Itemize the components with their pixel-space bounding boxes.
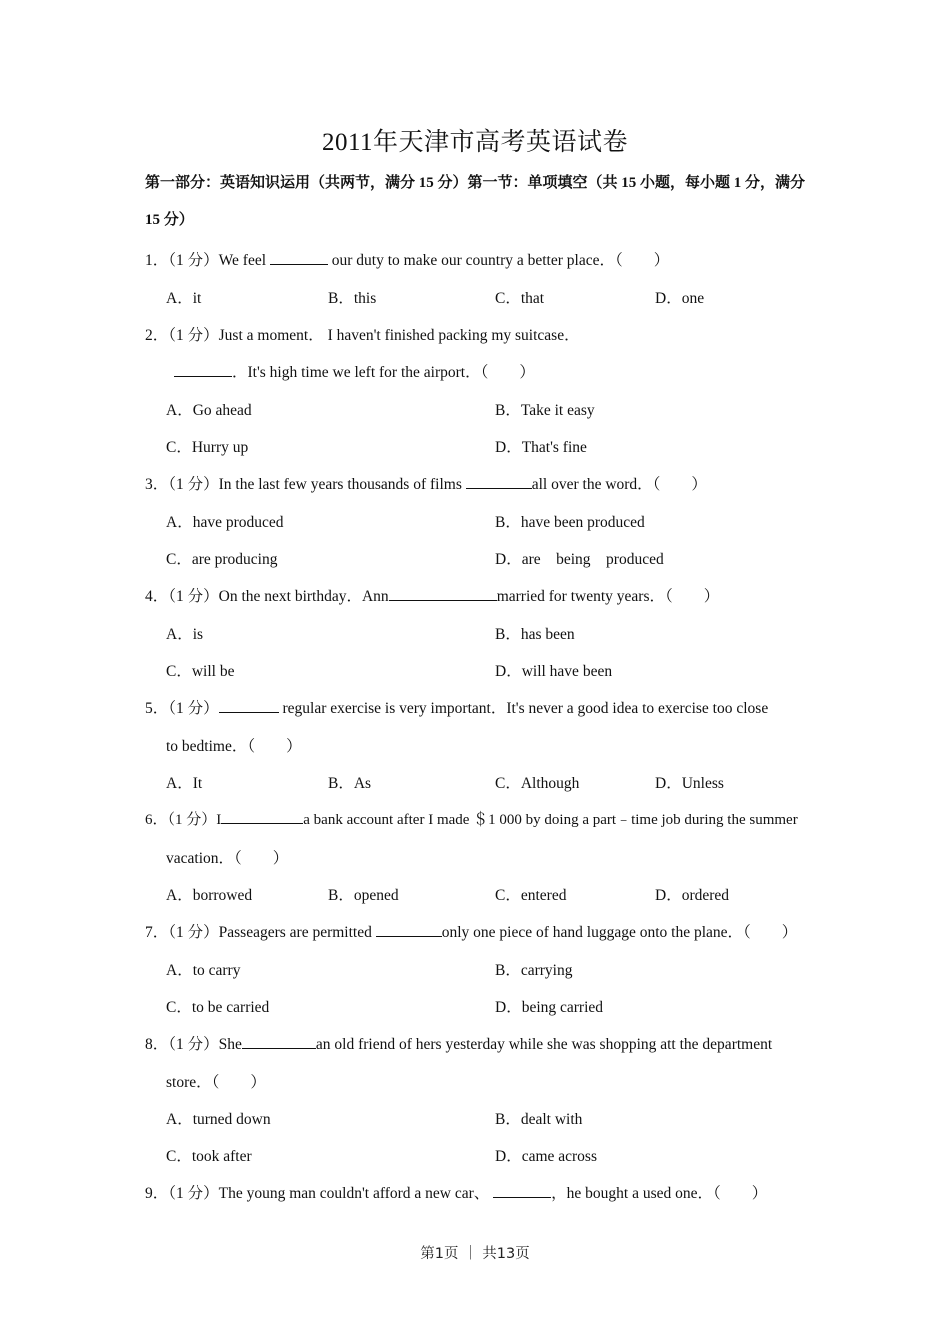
question-4: 4．（1 分）On the next birthday．Ann married for twenty years．（ ） — [145, 588, 720, 605]
option-c: C．that — [495, 290, 545, 307]
option-a: A．to carry — [166, 962, 241, 979]
option-b: B．As — [328, 775, 372, 792]
answer-blank — [493, 1183, 551, 1198]
option-c: C．are producing — [166, 551, 278, 568]
option-c: C．Hurry up — [166, 439, 249, 456]
question-7: 7．（1 分）Passeagers are permitted only one piece of hand luggage onto the plane．（ ） — [145, 924, 798, 941]
option-b: B．Take it easy — [495, 402, 595, 419]
answer-blank — [389, 586, 497, 601]
option-d: D．That's fine — [495, 439, 587, 456]
option-a: A．It — [166, 775, 203, 792]
option-c: C．to be carried — [166, 999, 270, 1016]
option-b: B．this — [328, 290, 377, 307]
option-a: A．is — [166, 626, 204, 643]
section-header: 第一部分：英语知识运用（共两节，满分 15 分）第一节：单项填空（共 15 小题，每小题 1 分，满分 15 分） — [145, 175, 806, 228]
question-5-continuation: to bedtime．（ ） — [166, 738, 302, 755]
option-b: B．dealt with — [495, 1111, 583, 1128]
question-2: 2．（1 分）Just a moment． I haven't finished packing my suitcase． — [145, 327, 580, 344]
option-a: A．have produced — [166, 514, 284, 531]
question-8-continuation: store．（ ） — [166, 1074, 266, 1091]
option-c: C．entered — [495, 887, 567, 904]
option-c: C．will be — [166, 663, 235, 680]
question-3: 3．（1 分）In the last few years thousands of films all over the word．（ ） — [145, 476, 707, 493]
option-d: D．are being produced — [495, 551, 664, 568]
page-title: 2011年天津市高考英语试卷 — [321, 129, 629, 156]
option-c: C．took after — [166, 1148, 252, 1165]
option-b: B．has been — [495, 626, 575, 643]
question-8: 8．（1 分）She an old friend of hers yesterday while she was shopping att the department — [145, 1036, 773, 1053]
option-c: C．Although — [495, 775, 580, 792]
option-d: D．Unless — [655, 775, 724, 792]
page-footer: 第1页 ｜ 共13页 — [420, 1246, 530, 1262]
option-a: A．Go ahead — [166, 402, 252, 419]
question-6: 6．（1 分）I a bank account after I made ＄1 000 by doing a part﹣time job during the summer — [145, 808, 798, 829]
option-d: D．one — [655, 290, 705, 307]
question-1: 1．（1 分）We feel our duty to make our country a better place．（ ） — [145, 252, 670, 269]
answer-blank — [376, 922, 442, 937]
option-a: A．it — [166, 290, 202, 307]
option-d: D．ordered — [655, 887, 730, 904]
answer-blank — [270, 250, 328, 265]
question-6-continuation: vacation．（ ） — [166, 850, 289, 867]
option-a: A．borrowed — [166, 887, 253, 904]
option-a: A．turned down — [166, 1111, 271, 1128]
option-d: D．came across — [495, 1148, 597, 1165]
option-b: B．carrying — [495, 962, 573, 979]
answer-blank — [466, 474, 532, 489]
answer-blank — [174, 362, 232, 377]
question-2-continuation: ．It's high time we left for the airport．（ ） — [174, 360, 535, 382]
option-d: D．being carried — [495, 999, 604, 1016]
question-9: 9．（1 分）The young man couldn't afford a new car、 ，he bought a used one．（ ） — [145, 1185, 768, 1202]
answer-blank — [242, 1034, 316, 1049]
question-5: 5．（1 分） regular exercise is very important．It's never a good idea to exercise too close — [145, 700, 769, 717]
option-b: B．opened — [328, 887, 399, 904]
answer-blank — [219, 698, 279, 713]
option-b: B．have been produced — [495, 514, 645, 531]
option-d: D．will have been — [495, 663, 613, 680]
answer-blank — [221, 809, 303, 824]
